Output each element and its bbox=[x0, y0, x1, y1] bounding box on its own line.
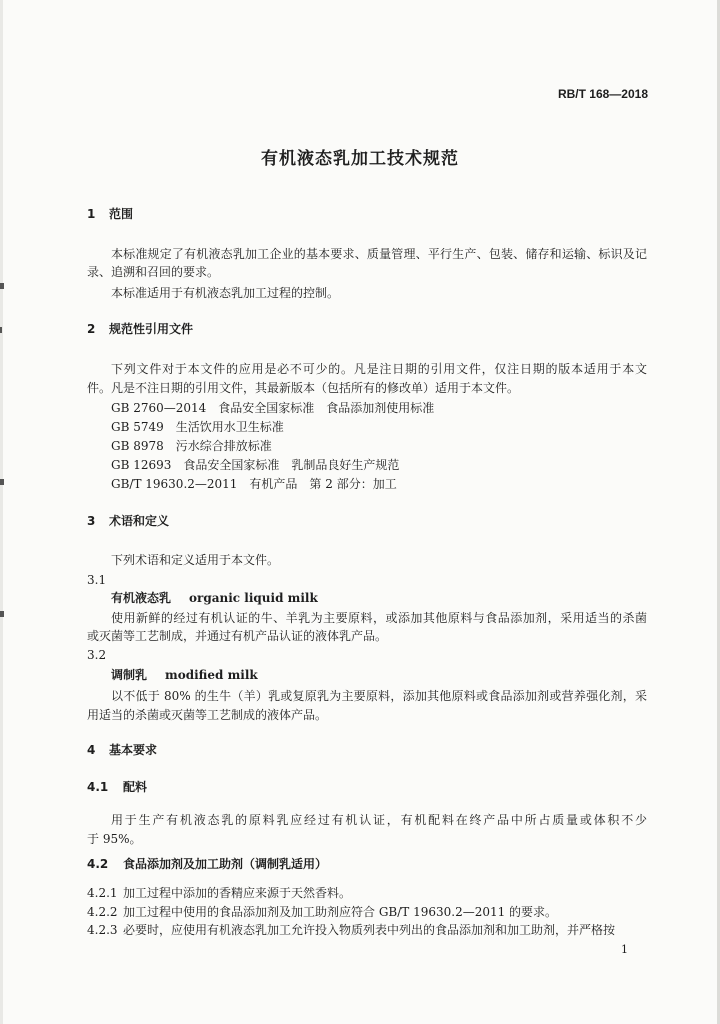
clause-text: 加工过程中使用的食品添加剂及加工助剂应符合 GB/T 19630.2—2011 的要求。 bbox=[123, 905, 558, 919]
section-title: 范围 bbox=[109, 207, 134, 221]
scan-mark bbox=[0, 611, 4, 617]
term-number: 3.2 bbox=[87, 648, 107, 662]
scan-mark bbox=[0, 479, 4, 485]
clause-text: 必要时，应使用有机液态乳加工允许投入物质列表中列出的食品添加剂和加工助剂，并严格按 bbox=[123, 923, 616, 937]
paragraph-line: 下列术语和定义适用于本文件。 bbox=[111, 553, 280, 567]
section-number: 1 bbox=[87, 207, 96, 221]
paragraph-line: 于 95%。 bbox=[87, 832, 142, 846]
definition-line: 或灭菌等工艺制成，并通过有机产品认证的液体乳产品。 bbox=[87, 629, 388, 643]
section-number: 4 bbox=[87, 743, 96, 757]
section-4-heading bbox=[87, 742, 647, 758]
section-title: 规范性引用文件 bbox=[109, 322, 194, 336]
clause-number: 4.2.2 bbox=[87, 905, 118, 919]
term-entry bbox=[111, 667, 671, 683]
clause-number: 4.2.1 bbox=[87, 886, 118, 900]
subsection-title: 食品添加剂及加工助剂（调制乳适用） bbox=[123, 857, 328, 871]
paragraph-line: 录、追溯和召回的要求。 bbox=[87, 265, 220, 279]
term-chinese: 调制乳 bbox=[111, 668, 148, 682]
section-2-heading bbox=[87, 321, 647, 337]
definition-line: 用适当的杀菌或灭菌等工艺制成的液体产品。 bbox=[87, 708, 328, 722]
clause-text: 加工过程中添加的香精应来源于天然香料。 bbox=[123, 886, 352, 900]
clause-item bbox=[87, 885, 647, 901]
normative-reference: GB/T 19630.2—2011 有机产品 第 2 部分：加工 bbox=[111, 477, 397, 491]
scan-mark bbox=[0, 283, 4, 289]
paragraph-line: 本标准规定了有机液态乳加工企业的基本要求、质量管理、平行生产、包装、储存和运输、标识及记 bbox=[111, 247, 647, 261]
subsection-title: 配料 bbox=[123, 780, 148, 794]
clause-item bbox=[87, 922, 647, 938]
normative-reference: GB 5749 生活饮用水卫生标准 bbox=[111, 420, 284, 434]
term-english: modified milk bbox=[165, 668, 258, 682]
paragraph-line: 本标准适用于有机液态乳加工过程的控制。 bbox=[111, 286, 340, 300]
section-1-heading bbox=[87, 206, 647, 222]
section-3-heading bbox=[87, 513, 647, 529]
subsection-4-2-heading bbox=[87, 856, 647, 872]
subsection-4-1-heading bbox=[87, 779, 647, 795]
normative-reference: GB 2760—2014 食品安全国家标准 食品添加剂使用标准 bbox=[111, 401, 435, 415]
subsection-number: 4.2 bbox=[87, 857, 109, 871]
term-chinese: 有机液态乳 bbox=[111, 591, 172, 605]
term-number: 3.1 bbox=[87, 573, 107, 587]
scan-mark bbox=[0, 327, 2, 333]
paragraph-line: 下列文件对于本文件的应用是必不可少的。凡是注日期的引用文件，仅注日期的版本适用于本文 bbox=[111, 362, 647, 376]
term-entry bbox=[111, 590, 671, 606]
page-number: 1 bbox=[621, 943, 628, 956]
paragraph-line: 件。凡是不注日期的引用文件，其最新版本（包括所有的修改单）适用于本文件。 bbox=[87, 381, 520, 395]
standard-number: RB/T 168—2018 bbox=[557, 87, 648, 101]
document-title: 有机液态乳加工技术规范 bbox=[261, 149, 459, 169]
clause-item bbox=[87, 904, 647, 920]
term-english: organic liquid milk bbox=[189, 591, 318, 605]
section-title: 基本要求 bbox=[109, 743, 158, 757]
section-number: 3 bbox=[87, 514, 96, 528]
section-title: 术语和定义 bbox=[109, 514, 170, 528]
normative-reference: GB 8978 污水综合排放标准 bbox=[111, 439, 272, 453]
normative-reference: GB 12693 食品安全国家标准 乳制品良好生产规范 bbox=[111, 458, 400, 472]
paragraph-line: 用于生产有机液态乳的原料乳应经过有机认证，有机配料在终产品中所占质量或体积不少 bbox=[111, 813, 647, 827]
definition-line: 以不低于 80% 的生牛（羊）乳或复原乳为主要原料，添加其他原料或食品添加剂或营养强化剂，采 bbox=[111, 689, 647, 703]
clause-number: 4.2.3 bbox=[87, 923, 118, 937]
subsection-number: 4.1 bbox=[87, 780, 109, 794]
section-number: 2 bbox=[87, 322, 96, 336]
definition-line: 使用新鲜的经过有机认证的牛、羊乳为主要原料，或添加其他原料与食品添加剂，采用适当的杀菌 bbox=[111, 611, 647, 625]
